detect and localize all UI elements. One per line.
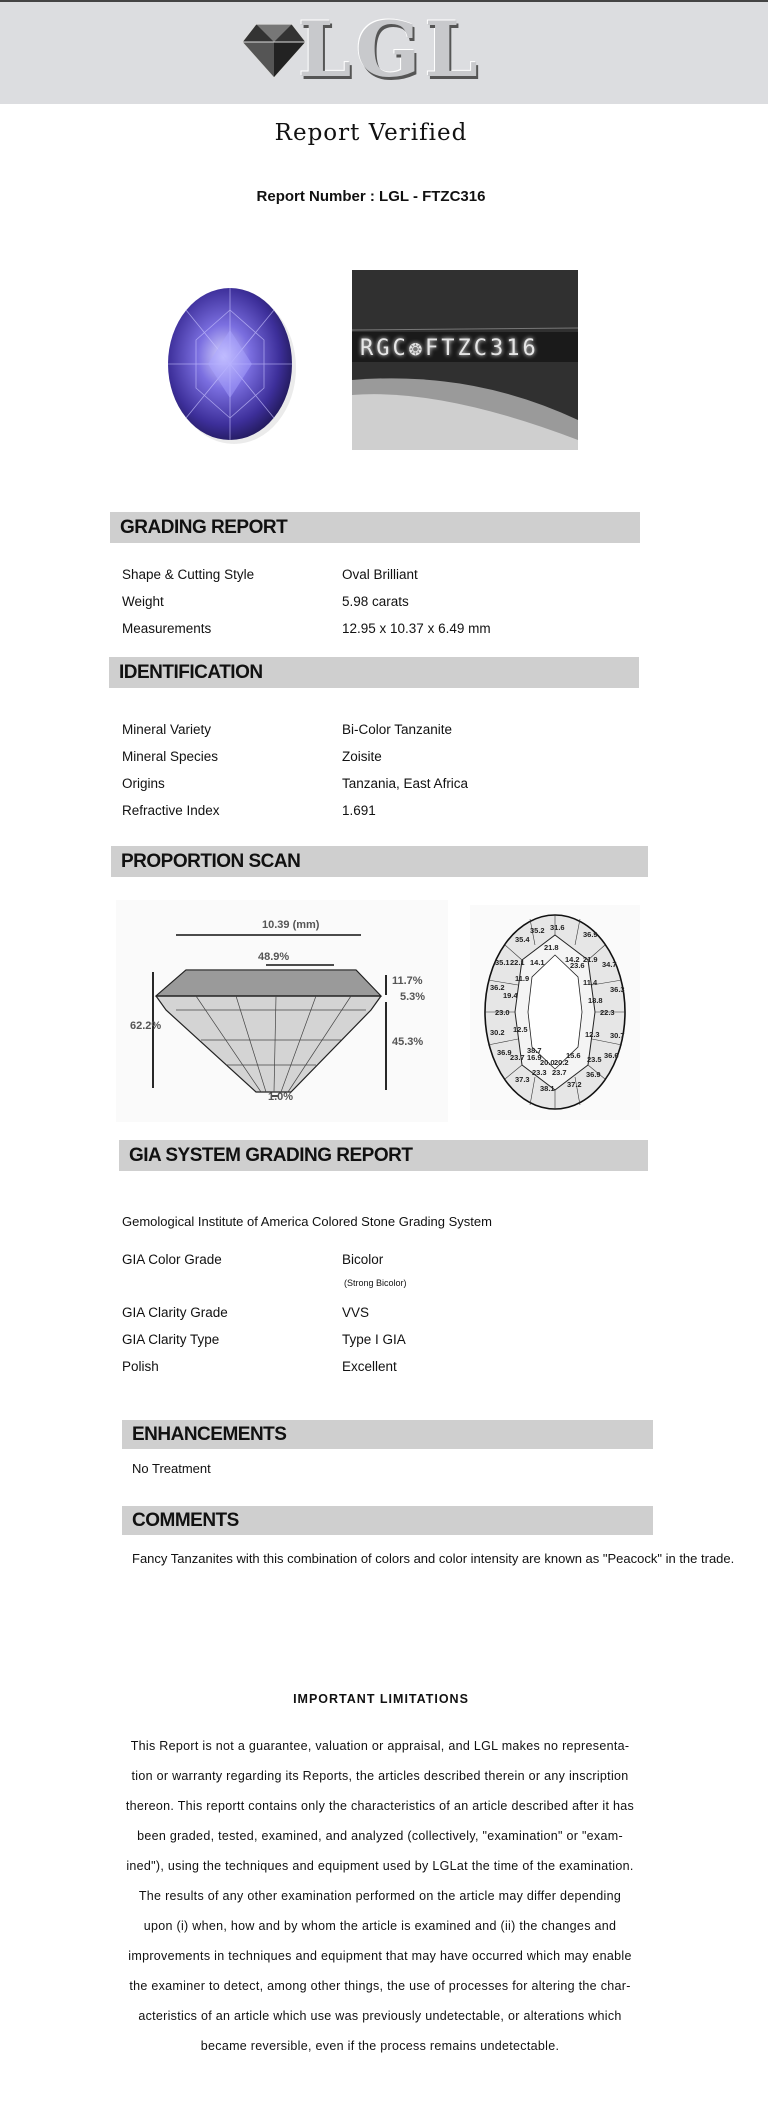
- facet-value: 20.0: [540, 1058, 555, 1067]
- refractive-index-label: Refractive Index: [122, 803, 220, 818]
- limitations-line: The results of any other examination performed on the article may differ depending: [138, 1889, 622, 1903]
- gemstone-photo: [134, 270, 326, 460]
- logo-text: LGL: [298, 5, 482, 94]
- facet-value: 37.3: [515, 1075, 530, 1084]
- profile-diagram: [116, 900, 448, 1122]
- mineral-species-value: Zoisite: [342, 749, 382, 764]
- measurements-value: 12.95 x 10.37 x 6.49 mm: [342, 621, 491, 636]
- origins-value: Tanzania, East Africa: [342, 776, 469, 791]
- shape-value: Oval Brilliant: [342, 567, 418, 582]
- facet-value: 21.8: [544, 943, 559, 952]
- enhancements-text: No Treatment: [132, 1461, 211, 1476]
- limitations-line: thereon. This reportt contains only the characteristics of an article described after it has: [125, 1799, 635, 1813]
- gia-clarity-grade-label: GIA Clarity Grade: [122, 1305, 228, 1320]
- table-percentage: 48.9%: [258, 951, 290, 963]
- pavilion-percentage: 45.3%: [392, 1036, 424, 1048]
- facet-value: 14.1: [530, 958, 545, 967]
- facet-value: 30.2: [490, 1028, 505, 1037]
- facet-value: 11.4: [583, 978, 598, 987]
- limitations-line: ined"), using the techniques and equipment used by LGLat the time of the examination.: [126, 1859, 634, 1873]
- facet-value: 38.7: [527, 1046, 542, 1055]
- facet-value: 18.8: [588, 996, 603, 1005]
- weight-value: 5.98 carats: [342, 594, 409, 609]
- facet-value: 35.1: [495, 958, 510, 967]
- facet-value: 23.7: [510, 1053, 525, 1062]
- facet-value: 37.2: [567, 1080, 582, 1089]
- gia-subtitle: Gemological Institute of America Colored Stone Grading System: [122, 1214, 492, 1229]
- facet-value: 12.5: [513, 1025, 528, 1034]
- facet-value: 35.4: [515, 935, 530, 944]
- limitations-line: This Report is not a guarantee, valuation or appraisal, and LGL makes no representa-: [130, 1739, 630, 1753]
- identification-heading: IDENTIFICATION: [109, 657, 639, 688]
- refractive-index-value: 1.691: [342, 803, 376, 818]
- facet-value: 11.9: [515, 974, 530, 983]
- facet-value: 38.1: [540, 1084, 555, 1093]
- limitations-line: upon (i) when, how and by whom the article is examined and (ii) the changes and: [143, 1919, 617, 1933]
- facet-value: 35.2: [530, 926, 545, 935]
- top-view-diagram: [470, 905, 640, 1120]
- facet-value: 20.2: [554, 1058, 569, 1067]
- facet-value: 30.7: [610, 1031, 625, 1040]
- facet-value: 23.6: [570, 961, 585, 970]
- facet-value: 23.0: [495, 1008, 510, 1017]
- facet-value: 22.1: [510, 958, 525, 967]
- comments-heading: COMMENTS: [122, 1506, 653, 1535]
- limitations-line: tion or warranty regarding its Reports, the articles described therein or any inscription: [131, 1769, 629, 1783]
- facet-value: 22.3: [600, 1008, 615, 1017]
- report-number: Report Number : LGL - FTZC316: [256, 188, 486, 205]
- facet-value: 36.9: [583, 930, 598, 939]
- proportion-scan-heading: PROPORTION SCAN: [111, 846, 648, 877]
- gia-heading: GIA SYSTEM GRADING REPORT: [119, 1140, 648, 1171]
- gia-clarity-type-value: Type I GIA: [342, 1332, 406, 1347]
- comments-text: Fancy Tanzanites with this combination of colors and color intensity are known as "Peacock" in the trade.: [132, 1551, 735, 1566]
- facet-value: 34.7: [602, 960, 617, 969]
- mineral-variety-value: Bi-Color Tanzanite: [342, 722, 453, 737]
- culet-percentage: 1.0%: [268, 1091, 294, 1103]
- crown-percentage: 11.7%: [392, 975, 423, 987]
- limitations-line: improvements in techniques and equipment that may have occurred which may enable: [128, 1949, 632, 1963]
- gia-color-value: Bicolor: [342, 1252, 384, 1267]
- girdle-percentage: 5.3%: [400, 991, 426, 1003]
- facet-value: 36.9: [497, 1048, 512, 1057]
- weight-label: Weight: [122, 594, 164, 609]
- limitations-line: the examiner to detect, among other things, the use of processes for altering the char-: [129, 1979, 631, 1993]
- page-title: Report Verified: [274, 120, 468, 146]
- facet-value: 36.3: [610, 985, 625, 994]
- gia-clarity-grade-value: VVS: [342, 1305, 370, 1320]
- facet-value: 21.9: [583, 955, 598, 964]
- enhancements-heading: ENHANCEMENTS: [122, 1420, 653, 1449]
- facet-value: 23.3: [532, 1068, 547, 1077]
- facet-value: 12.3: [585, 1030, 600, 1039]
- origins-label: Origins: [122, 776, 165, 791]
- mineral-species-label: Mineral Species: [122, 749, 219, 764]
- grading-report-heading: GRADING REPORT: [110, 512, 640, 543]
- facet-value: 19.4: [503, 991, 518, 1000]
- width-label: 10.39 (mm): [262, 919, 320, 931]
- inscription-text: RGC❂FTZC316: [360, 336, 539, 361]
- gia-color-note: (Strong Bicolor): [344, 1278, 407, 1288]
- limitations-heading: IMPORTANT LIMITATIONS: [293, 1692, 469, 1706]
- facet-value: 36.2: [490, 983, 505, 992]
- polish-value: Excellent: [342, 1359, 397, 1374]
- polish-label: Polish: [122, 1359, 159, 1374]
- facet-value: 14.2: [565, 955, 580, 964]
- facet-value: 23.5: [587, 1055, 602, 1064]
- facet-value: 16.9: [527, 1053, 542, 1062]
- facet-value: 15.6: [566, 1051, 581, 1060]
- measurements-label: Measurements: [122, 621, 212, 636]
- gia-clarity-type-label: GIA Clarity Type: [122, 1332, 220, 1347]
- mineral-variety-label: Mineral Variety: [122, 722, 212, 737]
- limitations-line: became reversible, even if the process remains undetectable.: [200, 2039, 560, 2053]
- facet-value: 23.7: [552, 1068, 567, 1077]
- shape-label: Shape & Cutting Style: [122, 567, 255, 582]
- gia-color-label: GIA Color Grade: [122, 1252, 222, 1267]
- limitations-line: been graded, tested, examined, and analyzed (collectively, "examination" or "exam-: [137, 1829, 623, 1843]
- limitations-line: acteristics of an article which use was previously undetectable, or alterations which: [138, 2009, 622, 2023]
- facet-value: 36.6: [604, 1051, 619, 1060]
- facet-value: 31.6: [550, 923, 565, 932]
- facet-value: 36.9: [586, 1070, 601, 1079]
- total-depth-percentage: 62.2%: [130, 1020, 162, 1032]
